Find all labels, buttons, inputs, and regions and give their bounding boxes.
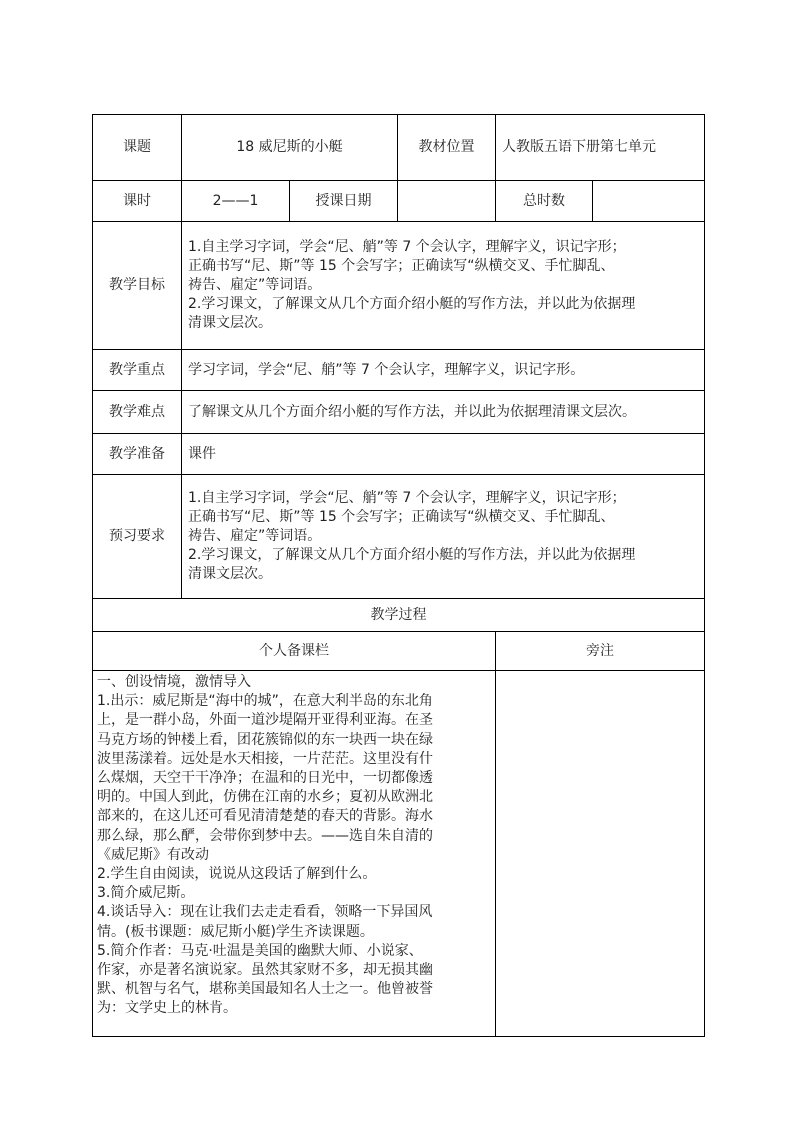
goals-line: 清课文层次。 [188,315,272,331]
label-total: 总时数 [496,181,593,222]
process-title: 教学过程 [93,599,705,632]
process-line: 默、机智与名气，堪称美国最知名人士之一。他曾被誉 [97,981,433,998]
row-difficulty [93,391,705,434]
row-focus [93,350,705,391]
label-goals: 教学目标 [93,222,182,350]
label-period: 课时 [93,181,182,222]
process-line: 为：文学史上的林肯。 [97,1000,237,1017]
process-main-header: 个人备课栏 [93,632,496,671]
label-position: 教材位置 [398,115,496,181]
process-line: 那么绿，那么酽，会带你到梦中去。——选自朱自清的 [97,827,433,844]
date-value [398,181,496,222]
label-difficulty: 教学难点 [93,391,182,434]
process-main-body [93,671,496,1037]
row-process-title [93,599,705,632]
goals-line: 1.自主学习字词，学会“尼、艄”等 7 个会认字，理解字义，识记字形； [188,239,626,255]
process-line: 部来的，在这儿还可看见清清楚楚的春天的背影。海水 [97,808,433,825]
label-date: 授课日期 [290,181,398,222]
label-topic: 课题 [93,115,182,181]
process-line: 一、创设情境，激情导入 [97,674,251,690]
process-line: 《威尼斯》有改动 [97,846,209,863]
goals-line: 祷告、雇定”等词语。 [188,277,322,293]
row-process-header [93,632,705,671]
row-topic [93,115,705,181]
process-line: 1.出示：威尼斯是“海中的城”，在意大利半岛的东北角 [97,693,433,710]
process-line: 明的。中国人到此，仿佛在江南的水乡；夏初从欧洲北 [97,789,433,806]
goals-line: 正确书写“尼、斯”等 15 个会写字；正确读写“纵横交叉、手忙脚乱、 [188,258,615,274]
total-value [593,181,705,222]
process-line: 3.简介威尼斯。 [97,885,195,902]
period-value: 2——1 [182,181,290,222]
topic-value: 18 威尼斯的小艇 [182,115,398,181]
preview-line: 正确书写“尼、斯”等 15 个会写字；正确读写“纵横交叉、手忙脚乱、 [188,509,615,525]
difficulty-text: 了解课文从几个方面介绍小艇的写作方法，并以此为依据理清课文层次。 [182,391,705,434]
preview-text [182,475,705,599]
label-preview: 预习要求 [93,475,182,599]
process-notes-body [496,671,705,1037]
goals-text [182,222,705,350]
lesson-plan-table [92,114,705,1037]
position-value: 人教版五语下册第七单元 [496,115,705,181]
prep-text: 课件 [182,434,705,475]
process-line: 作家，亦是著名演说家。虽然其家财不多，却无损其幽 [97,962,433,979]
row-prep [93,434,705,475]
row-period [93,181,705,222]
row-process-body [93,671,705,1037]
process-line: 4.谈话导入：现在让我们去走走看看，领略一下异国风 [97,904,433,921]
preview-line: 2.学习课文，了解课文从几个方面介绍小艇的写作方法，并以此为依据理 [188,547,636,563]
goals-line: 2.学习课文，了解课文从几个方面介绍小艇的写作方法，并以此为依据理 [188,296,636,312]
row-goals [93,222,705,350]
process-line: 2.学生自由阅读，说说从这段话了解到什么。 [97,866,377,883]
process-line: 马克方场的钟楼上看，团花簇锦似的东一块西一块在绿 [97,731,433,748]
focus-text: 学习字词，学会“尼、艄”等 7 个会认字，理解字义，识记字形。 [182,350,705,391]
row-preview [93,475,705,599]
process-line: 上，是一群小岛，外面一道沙堤隔开亚得利亚海。在圣 [97,712,433,729]
preview-line: 祷告、雇定”等词语。 [188,528,322,544]
preview-line: 1.自主学习字词，学会“尼、艄”等 7 个会认字，理解字义，识记字形； [188,490,626,506]
label-prep: 教学准备 [93,434,182,475]
label-focus: 教学重点 [93,350,182,391]
process-line: 5.简介作者：马克·吐温是美国的幽默大师、小说家、 [97,942,423,959]
process-line: 么煤烟，天空干干净净；在温和的日光中，一切都像透 [97,770,433,787]
process-line: 波里荡漾着。远处是水天相接，一片茫茫。这里没有什 [97,750,433,767]
preview-line: 清课文层次。 [188,566,272,582]
process-line: 情。(板书课题：威尼斯小艇)学生齐读课题。 [97,923,374,940]
process-notes-header: 旁注 [496,632,705,671]
